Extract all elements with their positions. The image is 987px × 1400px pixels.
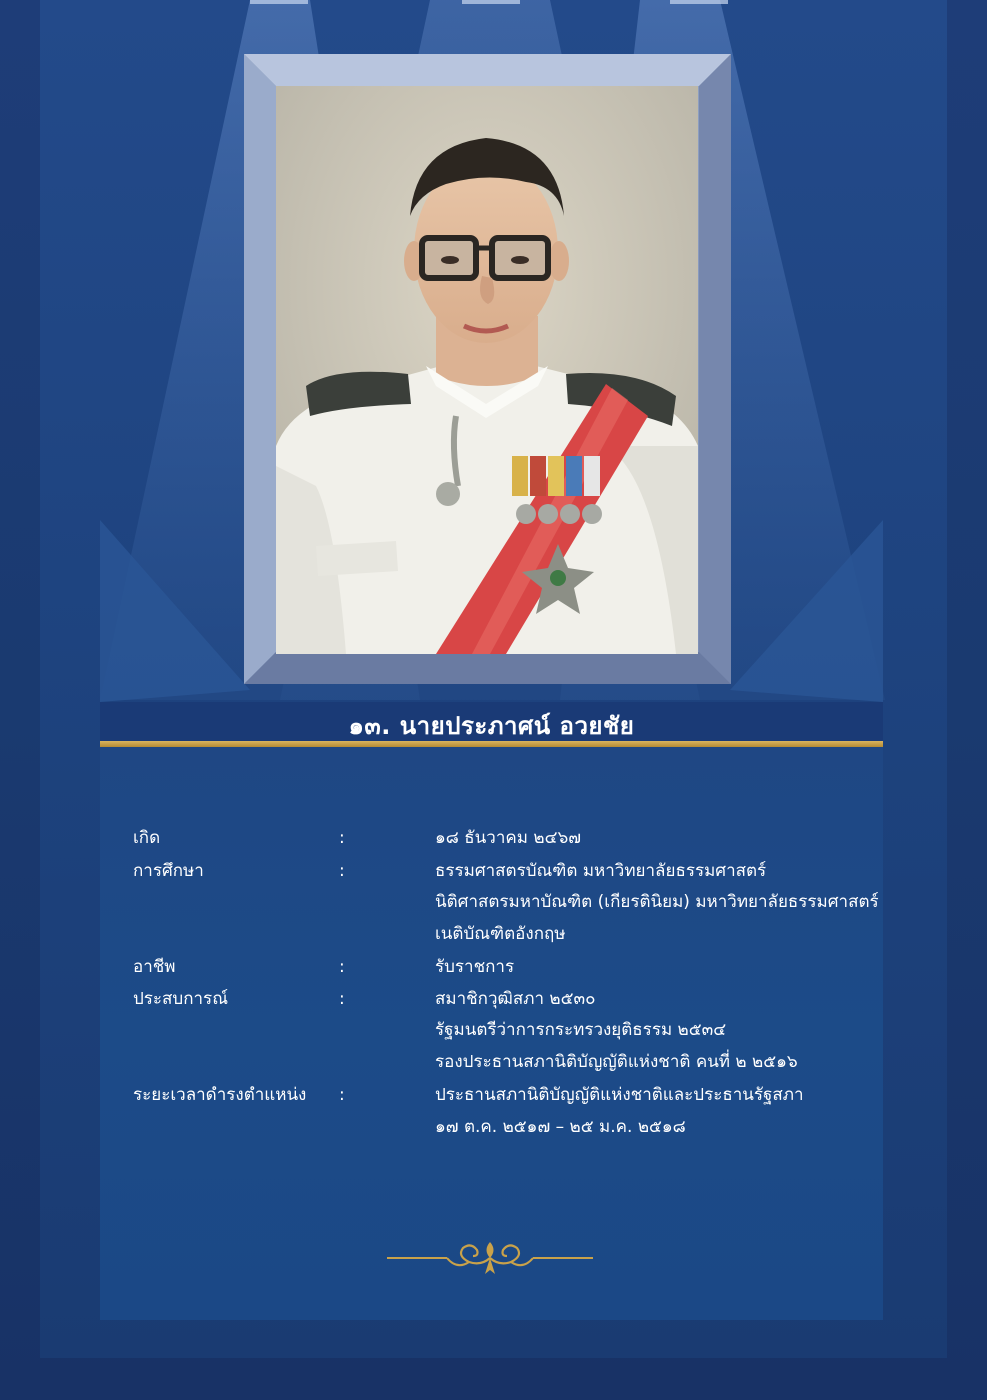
page-title: ๑๓. นายประภาศน์ อวยชัย [348, 712, 635, 740]
info-colon: : [339, 957, 345, 977]
info-row [0, 1046, 987, 1078]
info-colon: : [339, 989, 345, 1009]
info-row [0, 822, 987, 854]
info-value: รัฐมนตรีว่าการกระทรวงยุติธรรม ๒๕๓๔ [435, 1020, 727, 1040]
info-row [0, 886, 987, 918]
info-label: ประสบการณ์ [133, 989, 228, 1009]
portrait-painting [276, 86, 698, 654]
info-value: รองประธานสภานิติบัญญัติแห่งชาติ คนที่ ๒ ๒๕๑๖ [435, 1052, 798, 1072]
info-value: รับราชการ [435, 957, 515, 977]
info-colon: : [339, 861, 345, 881]
info-label: เกิด [133, 828, 161, 848]
info-value: เนติบัณฑิตอังกฤษ [435, 924, 566, 944]
ceiling-light-left [250, 0, 308, 4]
info-colon: : [339, 828, 345, 848]
info-value: สมาชิกวุฒิสภา ๒๕๓๐ [435, 989, 596, 1009]
info-label: อาชีพ [133, 957, 176, 977]
info-row [0, 983, 987, 1015]
info-value: ประธานสภานิติบัญญัติแห่งชาติและประธานรัฐสภา [435, 1085, 804, 1105]
info-label: ระยะเวลาดำรงตำแหน่ง [133, 1085, 307, 1105]
ceiling-light-center [462, 0, 520, 4]
info-row [0, 1111, 987, 1143]
info-row [0, 951, 987, 983]
info-colon: : [339, 1085, 345, 1105]
info-label: การศึกษา [133, 861, 204, 881]
info-value: นิติศาสตรมหาบัณฑิต (เกียรตินิยม) มหาวิทยาลัยธรรมศาสตร์ [435, 892, 879, 912]
info-row [0, 855, 987, 887]
info-value: ๑๘ ธันวาคม ๒๔๖๗ [435, 828, 582, 848]
info-value: ๑๗ ต.ค. ๒๕๑๗ – ๒๕ ม.ค. ๒๕๑๘ [435, 1117, 686, 1137]
info-row [0, 1079, 987, 1111]
info-value: ธรรมศาสตรบัณฑิต มหาวิทยาลัยธรรมศาสตร์ [435, 861, 767, 881]
info-row [0, 1014, 987, 1046]
ceiling-light-right [670, 0, 728, 4]
info-row [0, 918, 987, 950]
scroll-flourish-icon [385, 1236, 595, 1280]
